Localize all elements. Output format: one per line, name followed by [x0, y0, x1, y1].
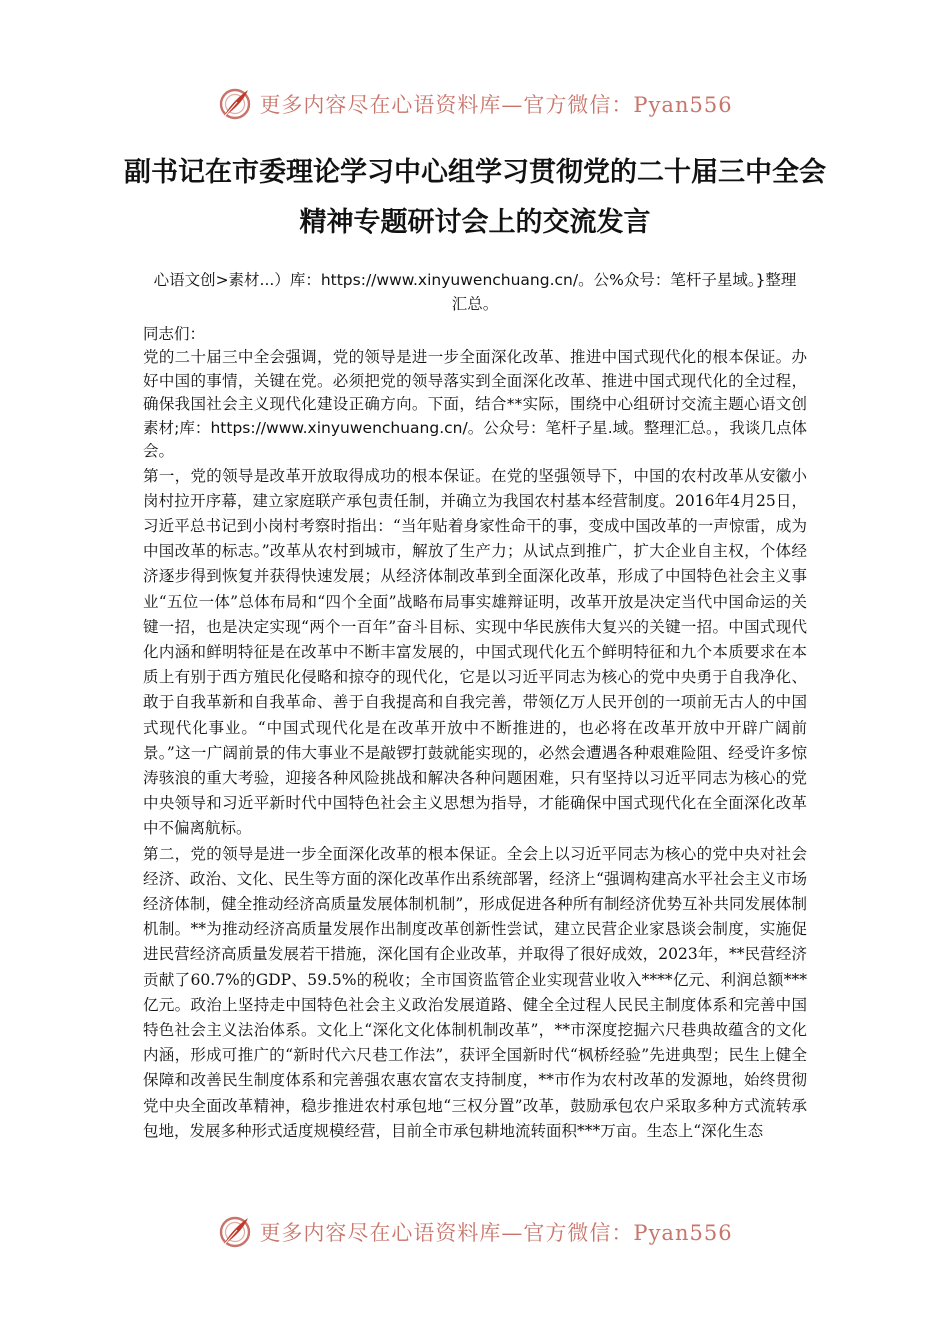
header-banner — [0, 82, 950, 126]
document-body — [143, 322, 807, 1144]
intro-paragraph: 党的二十届三中全会强调，党的领导是进一步全面深化改革、推进中国式现代化的根本保证。办好中国的事情，关键在党。必须把党的领导落实到全面深化改革、推进中国式现代化的全过程，确保我国社会主义现代化建设正确方向。下面，结合**实际，围绕中心组研讨交流主题心语文创素材;库：https://www.xinyuwenchuang.cn/。公众号：笔杆子星.域。整理汇总。，我谈几点体会。 — [143, 348, 807, 460]
paragraph-1: 第一，党的领导是改革开放取得成功的根本保证。在党的坚强领导下，中国的农村改革从安徽小岗村拉开序幕，建立家庭联产承包责任制，并确立为我国农村基本经营制度。2016年4月25日，习近平总书记到小岗村考察时指出：“当年贴着身家性命干的事，变成中国改革的一声惊雷，成为中国改革的标志。”改革从农村到城市，解放了生产力；从试点到推广，扩大企业自主权，个体经济逐步得到恢复并获得快速发展；从经济体制改革到全面深化改革，形成了中国特色社会主义事业“五位一体”总体布局和“四个全面”战略布局事实雄辩证明，改革开放是决定当代中国命运的关键一招，也是决定实现“两个一百年”奋斗目标、实现中华民族伟大复兴的关键一招。中国式现代化内涵和鲜明特征是在改革中不断丰富发展的，中国式现代化五个鲜明特征和九个本质要求在本质上有别于西方殖民化侵略和掠夺的现代化，它是以习近平同志为核心的党中央勇于自我净化、敢于自我革新和自我革命、善于自我提高和自我完善，带领亿万人民开创的一项前无古人的中国式现代化事业。“中国式现代化是在改革开放中不断推进的，也必将在改革开放中开辟广阔前景。”这一广阔前景的伟大事业不是敲锣打鼓就能实现的，必然会遭遇各种艰难险阻、经受许多惊涛骇浪的重大考验，迎接各种风险挑战和解决各种问题困难，只有坚持以习近平同志为核心的党中央领导和习近平新时代中国特色社会主义思想为指导，才能确保中国式现代化在全面深化改革中不偏离航标。 — [143, 466, 807, 838]
document-title: 副书记在市委理论学习中心组学习贯彻党的二十届三中全会精神专题研讨会上的交流发言 — [124, 157, 826, 238]
salutation: 同志们： — [143, 325, 206, 343]
source-note: 心语文创>素材...）库：https://www.xinyuwenchuang.cn/。公%众号：笔杆子星域。}整理汇总。 — [153, 271, 797, 313]
footer-banner — [0, 1210, 950, 1254]
banner-text: 更多内容尽在心语资料库—官方微信：Pyan556 — [259, 1221, 733, 1245]
quill-pen-logo-icon — [217, 86, 253, 122]
paragraph-2: 第二，党的领导是进一步全面深化改革的根本保证。全会上以习近平同志为核心的党中央对社会经济、政治、文化、民生等方面的深化改革作出系统部署，经济上“强调构建高水平社会主义市场经济体制，健全推动经济高质量发展体制机制”，形成促进各种所有制经济优势互补共同发展体制机制。**为推动经济高质量发展作出制度改革创新性尝试，建立民营企业家恳谈会制度，实施促进民营经济高质量发展若干措施，深化国有企业改革，并取得了很好成效，2023年，**民营经济贡献了60.7%的GDP、59.5%的税收；全市国资监管企业实现营业收入****亿元、利润总额***亿元。政治上坚持走中国特色社会主义政治发展道路、健全全过程人民民主制度体系和完善中国特色社会主义法治体系。文化上“深化文化体制机制改革”，**市深度挖掘六尺巷典故蕴含的文化内涵，形成可推广的“新时代六尺巷工作法”，获评全国新时代“枫桥经验”先进典型；民生上健全保障和改善民生制度体系和完善强农惠农富农支持制度，**市作为农村改革的发源地，始终贯彻党中央全面改革精神，稳步推进农村承包地“三权分置”改革，鼓励承包农户采取多种方式流转承包地，发展多种形式适度规模经营，目前全市承包耕地流转面积***万亩。生态上“深化生态 — [143, 844, 807, 1140]
quill-pen-logo-icon — [217, 1214, 253, 1250]
banner-text: 更多内容尽在心语资料库—官方微信：Pyan556 — [259, 93, 733, 117]
